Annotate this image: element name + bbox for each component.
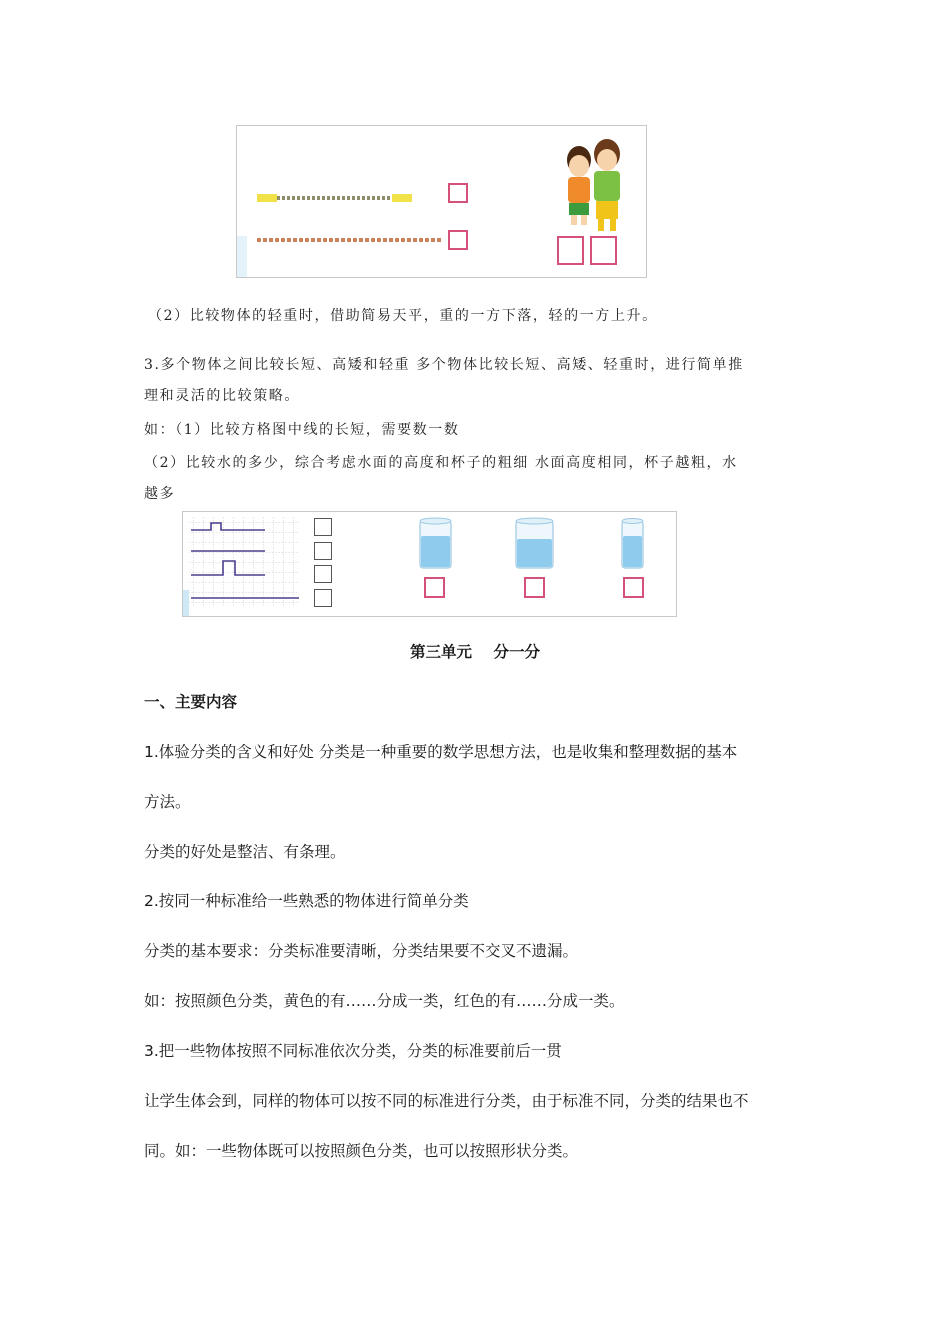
water-cup-2 — [516, 518, 553, 568]
multi-compare-line1: 3.多个物体之间比较长短、高矮和轻重 多个物体比较长短、高矮、轻重时，进行简单推 — [144, 357, 744, 373]
rope-height-illustration — [237, 126, 646, 277]
unit3-p1-line2: 方法。 — [144, 793, 191, 811]
answer-box-line-1[interactable] — [314, 518, 332, 536]
example-water-line1: （2）比较水的多少，综合考虑水面的高度和杯子的粗细 水面高度相同，杯子越粗，水 — [144, 455, 738, 471]
boy-figure — [567, 146, 591, 225]
example-water-line2: 越多 — [144, 486, 176, 502]
unit3-p5: 如：按照颜色分类，黄色的有……分成一类，红色的有……分成一类。 — [144, 992, 625, 1010]
water-cup-3 — [622, 519, 643, 569]
answer-box-line-3[interactable] — [314, 565, 332, 583]
answer-box-long-rope[interactable] — [448, 230, 468, 250]
figure-rope-height — [236, 125, 647, 278]
answer-box-boy[interactable] — [557, 236, 584, 265]
multi-compare-line2: 理和灵活的比较策略。 — [144, 388, 300, 404]
unit3-p3: 2.按同一种标准给一些熟悉的物体进行简单分类 — [144, 892, 469, 910]
unit3-p6: 3.把一些物体按照不同标准依次分类，分类的标准要前后一贯 — [144, 1042, 562, 1060]
answer-box-cup-1[interactable] — [424, 577, 445, 598]
answer-box-cup-2[interactable] — [524, 577, 545, 598]
answer-box-short-rope[interactable] — [448, 183, 468, 203]
main-content-heading: 一、主要内容 — [144, 693, 238, 711]
unit3-p1-line1: 1.体验分类的含义和好处 分类是一种重要的数学思想方法，也是收集和整理数据的基本 — [144, 743, 738, 761]
unit3-title: 第三单元 分一分 — [409, 643, 541, 661]
figure-grid-water — [182, 511, 677, 617]
answer-box-cup-3[interactable] — [623, 577, 644, 598]
unit3-p2: 分类的好处是整洁、有条理。 — [144, 843, 346, 861]
weight-compare-text: （2）比较物体的轻重时，借助简易天平，重的一方下落，轻的一方上升。 — [148, 308, 658, 324]
short-rope — [257, 194, 412, 202]
unit3-p7-line2: 同。如：一些物体既可以按照颜色分类，也可以按照形状分类。 — [144, 1142, 579, 1160]
girl-figure — [594, 139, 620, 231]
grid-water-illustration — [183, 512, 676, 616]
grid-lines — [189, 516, 299, 606]
answer-box-line-2[interactable] — [314, 542, 332, 560]
unit3-p4: 分类的基本要求：分类标准要清晰，分类结果要不交叉不遗漏。 — [144, 942, 579, 960]
answer-box-girl[interactable] — [590, 236, 617, 265]
water-cup-1 — [420, 518, 451, 568]
example-grid-lines: 如：（1）比较方格图中线的长短，需要数一数 — [144, 422, 460, 438]
unit3-p7-line1: 让学生体会到，同样的物体可以按不同的标准进行分类，由于标准不同，分类的结果也不 — [144, 1092, 749, 1110]
answer-box-line-4[interactable] — [314, 589, 332, 607]
